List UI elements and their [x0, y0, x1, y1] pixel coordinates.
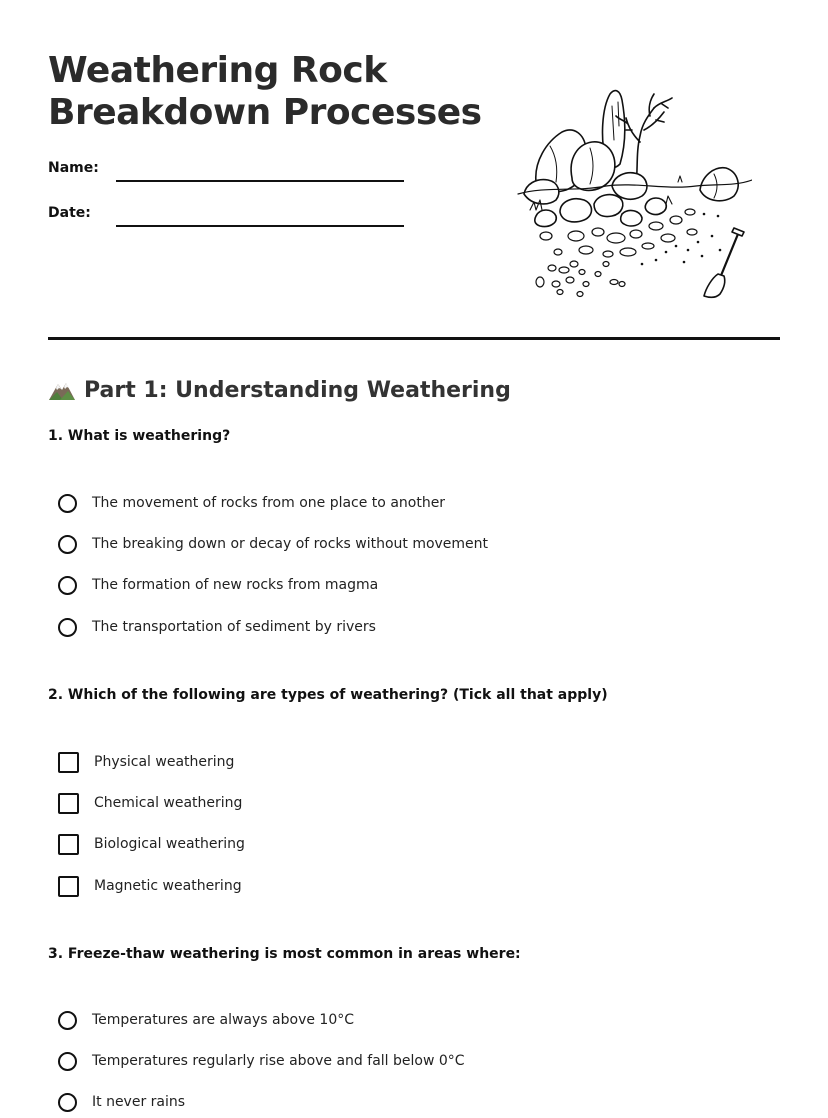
date-label: Date: [48, 205, 91, 221]
q3-option-1-label: Temperatures are always above 10°C [92, 1012, 355, 1028]
q2-option-2-label: Chemical weathering [94, 795, 243, 811]
q2-option-3[interactable] [58, 831, 245, 857]
question-2-prompt: 2. Which of the following are types of weathering? (Tick all that apply) [48, 687, 608, 703]
title-line-2: Breakdown Processes [48, 92, 482, 133]
q2-option-1-checkbox[interactable] [58, 752, 79, 773]
part1-title: Part 1: Understanding Weathering [84, 377, 511, 403]
q2-option-4-label: Magnetic weathering [94, 878, 242, 894]
q3-option-2-radio[interactable] [58, 1052, 77, 1071]
q1-option-1[interactable] [58, 490, 445, 516]
question-3-prompt: 3. Freeze-thaw weathering is most common in areas where: [48, 946, 521, 962]
q1-option-3-label: The formation of new rocks from magma [92, 577, 379, 593]
name-line[interactable] [116, 180, 404, 182]
q1-option-2-radio[interactable] [58, 535, 77, 554]
q3-option-1-radio[interactable] [58, 1011, 77, 1030]
q2-option-2[interactable] [58, 790, 242, 816]
q2-option-2-checkbox[interactable] [58, 793, 79, 814]
name-field[interactable] [48, 160, 408, 184]
q3-option-3[interactable] [58, 1089, 185, 1115]
q1-option-4[interactable] [58, 614, 376, 640]
q1-option-2-label: The breaking down or decay of rocks without movement [92, 536, 489, 552]
q2-option-3-label: Biological weathering [94, 836, 245, 852]
worksheet-page [48, 0, 780, 1118]
q1-option-3-radio[interactable] [58, 576, 77, 595]
name-label: Name: [48, 160, 99, 176]
q3-option-3-label: It never rains [92, 1094, 186, 1110]
q2-option-4-checkbox[interactable] [58, 876, 79, 897]
section-divider [48, 337, 780, 340]
q1-option-4-label: The transportation of sediment by rivers [92, 619, 376, 635]
weathered-rocks-illustration [516, 86, 752, 302]
q1-option-3[interactable] [58, 572, 378, 598]
q2-option-1[interactable] [58, 749, 234, 775]
mountain-icon [48, 378, 76, 402]
title-line-1: Weathering Rock [48, 50, 387, 91]
q2-option-4[interactable] [58, 873, 242, 899]
part1-heading [48, 374, 511, 406]
q2-option-3-checkbox[interactable] [58, 834, 79, 855]
q3-option-2-label: Temperatures regularly rise above and fall below 0°C [92, 1053, 465, 1069]
q1-option-1-radio[interactable] [58, 494, 77, 513]
q1-option-4-radio[interactable] [58, 618, 77, 637]
q3-option-2[interactable] [58, 1048, 465, 1074]
q3-option-1[interactable] [58, 1007, 354, 1033]
q3-option-3-radio[interactable] [58, 1093, 77, 1112]
q2-option-1-label: Physical weathering [94, 754, 235, 770]
date-line[interactable] [116, 225, 404, 227]
q1-option-2[interactable] [58, 531, 488, 557]
worksheet-title [48, 50, 482, 134]
date-field[interactable] [48, 205, 408, 229]
q1-option-1-label: The movement of rocks from one place to another [92, 495, 446, 511]
question-1-prompt: 1. What is weathering? [48, 428, 231, 444]
